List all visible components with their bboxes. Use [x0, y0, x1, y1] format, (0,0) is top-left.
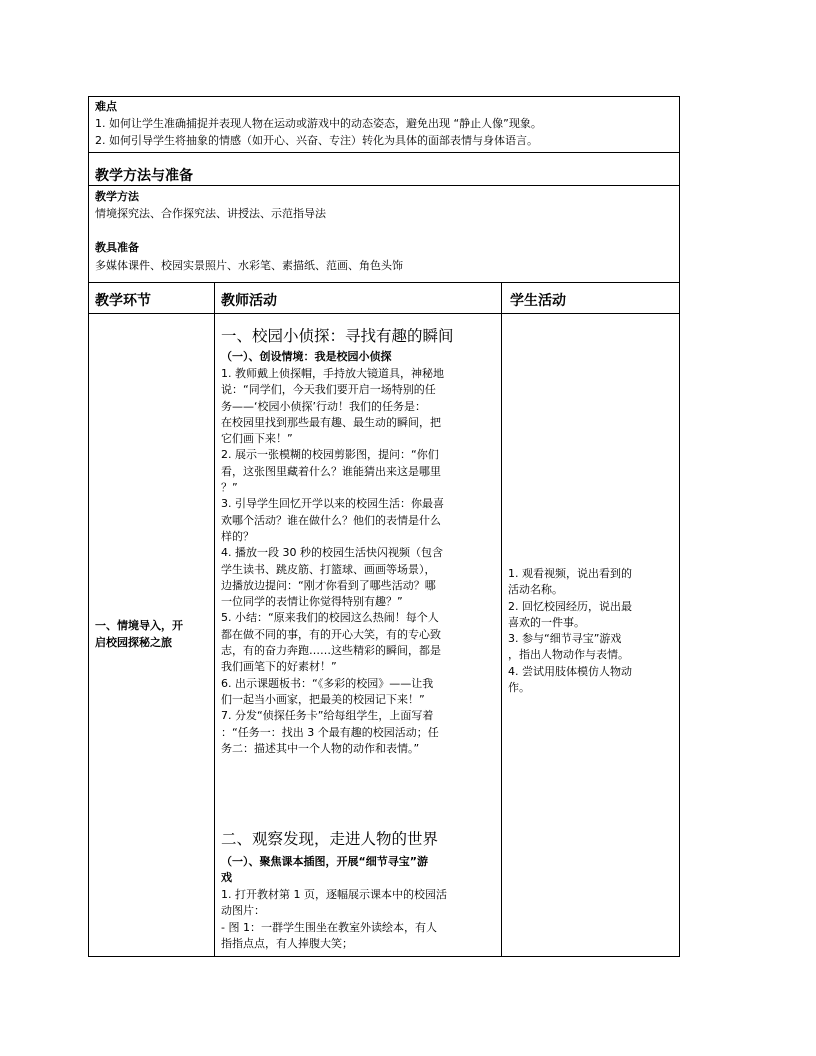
- student-line: 2. 回忆校园经历，说出最: [508, 599, 632, 613]
- teacher-line: 们一起当小画家，把最美的校园记下来！”: [221, 692, 425, 706]
- teacher-line: 5. 小结：“原来我们的校园这么热闹！每个人: [221, 611, 439, 625]
- teacher-line: 志，有的奋力奔跑……这些精彩的瞬间，都是: [221, 644, 441, 658]
- teacher-line: 1. 打开教材第 1 页，逐幅展示课本中的校园活: [221, 888, 447, 901]
- teacher-line: 我们画笔下的好素材！”: [221, 660, 337, 674]
- teacher-line: 7. 分发“侦探任务卡”给每组学生，上面写着: [221, 709, 434, 723]
- student-line: 活动名称。: [508, 583, 563, 597]
- teacher-line: 4. 播放一段 30 秒的校园生活快闪视频（包含: [221, 546, 443, 560]
- methods-text: 情境探究法、合作探究法、讲授法、示范指导法: [95, 207, 326, 220]
- teacher-line: 指指点点，有人捧腹大笑；: [221, 936, 353, 950]
- teacher-line: 样的？: [221, 529, 254, 543]
- column-divider-2: [501, 282, 502, 957]
- teacher-line: 都在做不同的事，有的开心大笑，有的专心致: [221, 627, 441, 641]
- teacher-line: 3. 引导学生回忆开学以来的校园生活：你最喜: [221, 497, 444, 511]
- teacher-line: 2. 展示一张模糊的校园剪影图，提问：“你们: [221, 448, 439, 462]
- column-divider-1: [214, 282, 215, 957]
- teacher-line: ：“任务一：找出 3 个最有趣的校园活动；任: [221, 725, 439, 739]
- difficulty-heading: 难点: [95, 100, 117, 113]
- table-border-bottom: [88, 956, 680, 957]
- teacher-line: 学生读书、跳皮筋、打篮球、画画等场景），: [221, 562, 436, 576]
- teacher-section-2-body: [221, 887, 447, 952]
- teacher-line: - 图 1：一群学生围坐在教室外读绘本，有人: [221, 920, 437, 934]
- difficulty-item-2: 2. 如何引导学生将抽象的情感（如开心、兴奋、专注）转化为具体的面部表情与身体语言。: [95, 134, 538, 147]
- table-divider-4: [88, 313, 680, 314]
- table-border-right: [679, 96, 680, 957]
- header-teacher: 教师活动: [221, 293, 277, 309]
- table-border-top: [88, 96, 680, 97]
- teacher-line: 6. 出示课题板书：“《多彩的校园》——让我: [221, 676, 434, 690]
- table-divider-1: [88, 152, 680, 153]
- student-line: 1. 观看视频，说出看到的: [508, 567, 632, 580]
- header-student: 学生活动: [510, 293, 566, 309]
- stage-label-line-2: 启校园探秘之旅: [95, 636, 172, 649]
- teacher-line: 务——‘校园小侦探’行动！我们的任务是：: [221, 399, 426, 413]
- student-line: 4. 尝试用肢体模仿人物动: [508, 664, 632, 678]
- teacher-line: 它们画下来！”: [221, 432, 293, 446]
- teacher-line: ？”: [221, 481, 238, 495]
- teacher-section-1-subtitle: （一）、创设情境：我是校园小侦探: [221, 350, 392, 363]
- teacher-line: 说：“同学们，今天我们要开启一场特别的任: [221, 383, 436, 397]
- tools-heading: 教具准备: [95, 241, 139, 254]
- teacher-section-2-title: 二、观察发现，走进人物的世界: [221, 830, 439, 848]
- teacher-section-2-subtitle-1: （一）、聚焦课本插图，开展“细节寻宝”游: [221, 855, 428, 868]
- teacher-section-2-subtitle-2: 戏: [221, 871, 232, 884]
- teacher-section-1-body: [221, 366, 444, 757]
- difficulty-item-1: 1. 如何让学生准确捕捉并表现人物在运动或游戏中的动态姿态，避免出现 “静止人像”现象。: [95, 117, 542, 130]
- teacher-section-1-title: 一、校园小侦探：寻找有趣的瞬间: [221, 327, 454, 345]
- student-line: 作。: [508, 681, 530, 695]
- teacher-line: 一位同学的表情让你觉得特别有趣？”: [221, 595, 403, 609]
- stage-label-line-1: 一、情境导入，开: [95, 619, 183, 632]
- methods-section-title: 教学方法与准备: [95, 168, 193, 184]
- student-activity-body: [508, 566, 632, 696]
- teacher-line: 1. 教师戴上侦探帽，手持放大镜道具，神秘地: [221, 367, 444, 380]
- student-line: ，指出人物动作与表情。: [508, 648, 629, 662]
- table-divider-3: [88, 282, 680, 283]
- student-line: 3. 参与“细节寻宝”游戏: [508, 632, 622, 646]
- table-border-left: [88, 96, 89, 957]
- methods-heading: 教学方法: [95, 190, 139, 203]
- teacher-line: 动图片：: [221, 904, 265, 918]
- teacher-line: 在校园里找到那些最有趣、最生动的瞬间，把: [221, 415, 441, 429]
- teacher-line: 边播放边提问：“刚才你看到了哪些活动？哪: [221, 578, 436, 592]
- teacher-line: 欢哪个活动？谁在做什么？他们的表情是什么: [221, 513, 441, 527]
- table-divider-2: [88, 185, 680, 186]
- teacher-line: 务二：描述其中一个人物的动作和表情。”: [221, 741, 420, 755]
- header-stage: 教学环节: [95, 293, 151, 309]
- teacher-line: 看，这张图里藏着什么？谁能猜出来这是哪里: [221, 464, 441, 478]
- student-line: 喜欢的一件事。: [508, 615, 585, 629]
- tools-text: 多媒体课件、校园实景照片、水彩笔、素描纸、范画、角色头饰: [95, 259, 403, 272]
